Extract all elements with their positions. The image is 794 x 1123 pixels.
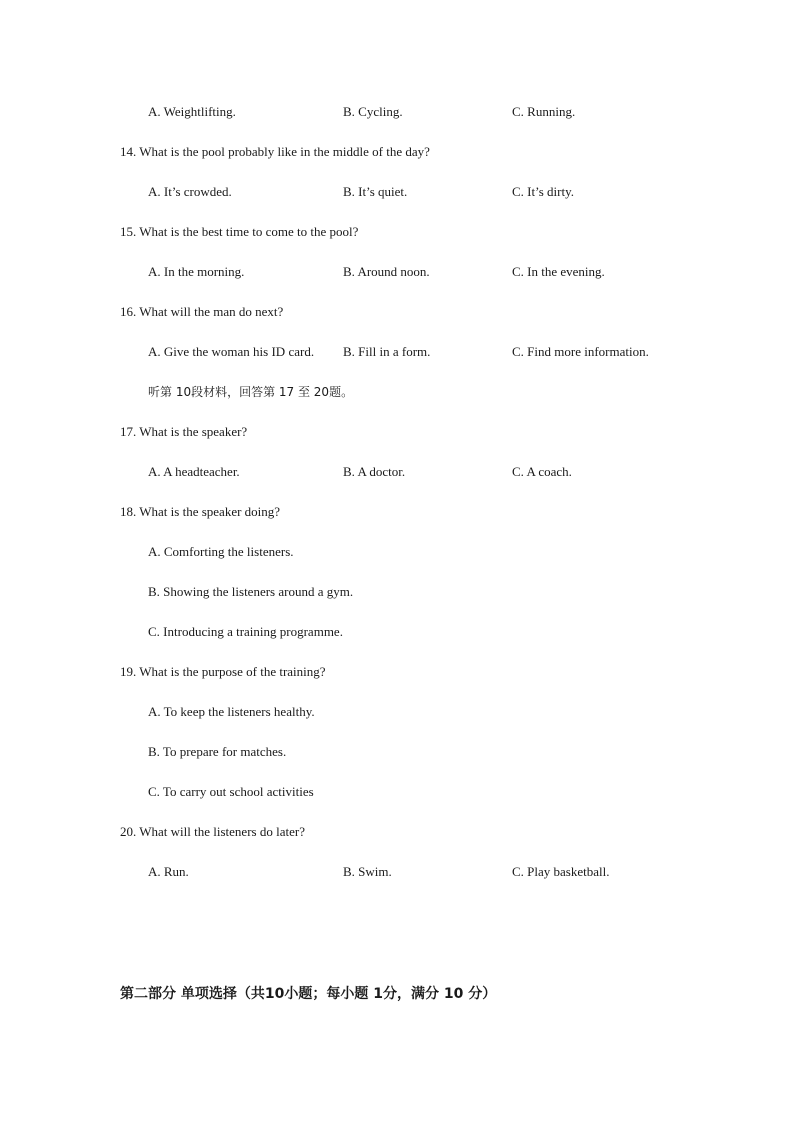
question-14: 14. What is the pool probably like in the middle of the day? [120, 144, 430, 159]
q19-option-a: A. To keep the listeners healthy. [148, 704, 315, 719]
q17-option-a: A. A headteacher. [148, 464, 240, 479]
q18-option-c: C. Introducing a training programme. [148, 624, 343, 639]
section-2-heading: 第二部分 单项选择（共10小题；每小题 1分，满分 10 分） [120, 986, 497, 1002]
listening-instruction: 听第 10段材料，回答第 17 至 20题。 [148, 385, 354, 399]
q20-option-c: C. Play basketball. [512, 864, 610, 879]
q15-option-a: A. In the morning. [148, 264, 245, 279]
question-17: 17. What is the speaker? [120, 424, 248, 439]
q20-option-a: A. Run. [148, 864, 189, 879]
q14-option-a: A. It’s crowded. [148, 184, 232, 199]
q15-option-b: B. Around noon. [343, 264, 430, 279]
question-19: 19. What is the purpose of the training? [120, 664, 326, 679]
q17-option-b: B. A doctor. [343, 464, 406, 479]
question-16: 16. What will the man do next? [120, 304, 284, 319]
q16-option-a: A. Give the woman his ID card. [148, 344, 315, 359]
q13-option-a: A. Weightlifting. [148, 104, 236, 119]
q14-option-c: C. It’s dirty. [512, 184, 574, 199]
question-15: 15. What is the best time to come to the pool? [120, 224, 359, 239]
q18-option-a: A. Comforting the listeners. [148, 544, 294, 559]
question-20: 20. What will the listeners do later? [120, 824, 305, 839]
q19-option-b: B. To prepare for matches. [148, 744, 287, 759]
q18-option-b: B. Showing the listeners around a gym. [148, 584, 354, 599]
q20-option-b: B. Swim. [343, 864, 392, 879]
q19-option-c: C. To carry out school activities [148, 784, 314, 799]
q15-option-c: C. In the evening. [512, 264, 605, 279]
question-18: 18. What is the speaker doing? [120, 504, 281, 519]
q16-option-c: C. Find more information. [512, 344, 649, 359]
q13-option-b: B. Cycling. [343, 104, 403, 119]
q16-option-b: B. Fill in a form. [343, 344, 431, 359]
q14-option-b: B. It’s quiet. [343, 184, 408, 199]
q17-option-c: C. A coach. [512, 464, 572, 479]
q13-option-c: C. Running. [512, 104, 576, 119]
